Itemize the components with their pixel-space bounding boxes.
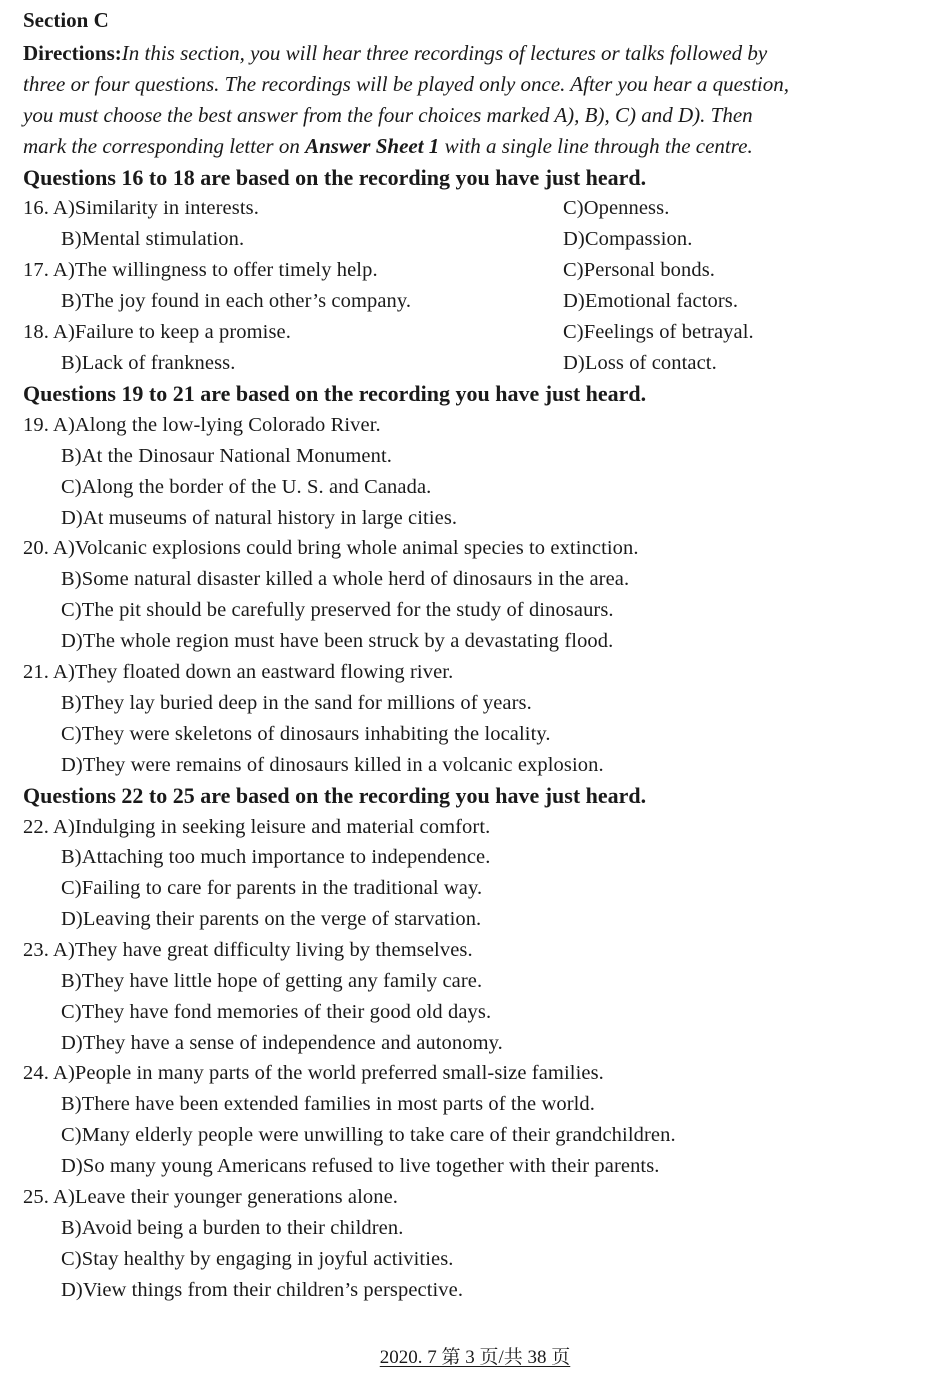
directions-line-3: you must choose the best answer from the four choices marked A), B), C) and D). Then: [23, 103, 753, 127]
question-number: 18.: [23, 321, 49, 343]
question-24-option-b[interactable]: B)There have been extended families in most parts of the world.: [61, 1093, 596, 1115]
question-19-option-c[interactable]: C)Along the border of the U. S. and Canada.: [61, 476, 432, 498]
directions-text-1: In this section, you will hear three recordings of lectures or talks followed by: [121, 41, 768, 65]
question-17-option-c[interactable]: C)Personal bonds.: [563, 259, 716, 281]
group-header: Questions 19 to 21 are based on the recording you have just heard.: [23, 381, 647, 406]
directions-label: Directions:: [23, 41, 122, 65]
question-19-option-b[interactable]: B)At the Dinosaur National Monument.: [61, 445, 392, 467]
question-20-option-c[interactable]: C)The pit should be carefully preserved for the study of dinosaurs.: [61, 599, 614, 621]
question-22-option-d[interactable]: D)Leaving their parents on the verge of starvation.: [61, 908, 482, 930]
question-20-option-a[interactable]: 20. A)Volcanic explosions could bring whole animal species to extinction.: [23, 537, 639, 559]
question-number: 17.: [23, 259, 49, 281]
question-25-option-a[interactable]: 25. A)Leave their younger generations alone.: [23, 1186, 399, 1208]
question-number: 16.: [23, 197, 49, 219]
question-21-option-a[interactable]: 21. A)They floated down an eastward flowing river.: [23, 661, 454, 683]
question-16-option-b[interactable]: B)Mental stimulation.: [61, 228, 245, 250]
question-21-option-c[interactable]: C)They were skeletons of dinosaurs inhabiting the locality.: [61, 723, 551, 745]
question-number: 19.: [23, 414, 49, 436]
question-number: 20.: [23, 537, 49, 559]
directions-line-2: three or four questions. The recordings will be played only once. After you hear a question,: [23, 72, 790, 96]
group-header: Questions 22 to 25 are based on the recording you have just heard.: [23, 783, 647, 808]
question-16-option-c[interactable]: C)Openness.: [563, 197, 670, 219]
question-22-option-a[interactable]: 22. A)Indulging in seeking leisure and material comfort.: [23, 816, 491, 838]
question-number: 22.: [23, 816, 49, 838]
group-header: Questions 16 to 18 are based on the recording you have just heard.: [23, 165, 647, 190]
question-25-option-b[interactable]: B)Avoid being a burden to their children.: [61, 1217, 404, 1239]
question-number: 21.: [23, 661, 49, 683]
question-23-option-d[interactable]: D)They have a sense of independence and autonomy.: [61, 1032, 503, 1054]
question-21-option-d[interactable]: D)They were remains of dinosaurs killed in a volcanic explosion.: [61, 754, 604, 776]
question-25-option-c[interactable]: C)Stay healthy by engaging in joyful activities.: [61, 1248, 454, 1270]
section-title: Section C: [23, 8, 109, 32]
directions-line-1: [23, 41, 767, 65]
directions-text-4b: with a single line through the centre.: [439, 134, 753, 158]
question-20-option-d[interactable]: D)The whole region must have been struck by a devastating flood.: [61, 630, 614, 652]
question-18-option-a[interactable]: 18. A)Failure to keep a promise.: [23, 321, 291, 343]
question-22-option-b[interactable]: B)Attaching too much importance to independence.: [61, 846, 491, 868]
question-23-option-b[interactable]: B)They have little hope of getting any family care.: [61, 970, 483, 992]
question-24-option-c[interactable]: C)Many elderly people were unwilling to take care of their grandchildren.: [61, 1124, 676, 1146]
question-24-option-a[interactable]: 24. A)People in many parts of the world preferred small-size families.: [23, 1062, 604, 1084]
question-23-option-c[interactable]: C)They have fond memories of their good old days.: [61, 1001, 492, 1023]
question-17-option-a[interactable]: 17. A)The willingness to offer timely help.: [23, 259, 378, 281]
question-23-option-a[interactable]: 23. A)They have great difficulty living by themselves.: [23, 939, 473, 961]
question-number: 25.: [23, 1186, 49, 1208]
question-16-option-d[interactable]: D)Compassion.: [563, 228, 693, 250]
question-19-option-a[interactable]: 19. A)Along the low-lying Colorado River.: [23, 414, 381, 436]
question-16-option-a[interactable]: 16. A)Similarity in interests.: [23, 197, 259, 219]
question-22-option-c[interactable]: C)Failing to care for parents in the traditional way.: [61, 877, 483, 899]
question-21-option-b[interactable]: B)They lay buried deep in the sand for millions of years.: [61, 692, 532, 714]
question-25-option-d[interactable]: D)View things from their children’s perspective.: [61, 1279, 464, 1301]
question-17-option-b[interactable]: B)The joy found in each other’s company.: [61, 290, 412, 312]
question-number: 23.: [23, 939, 49, 961]
answer-sheet-ref: Answer Sheet 1: [305, 134, 440, 158]
page-footer: [0, 1346, 950, 1370]
question-18-option-b[interactable]: B)Lack of frankness.: [61, 352, 236, 374]
question-19-option-d[interactable]: D)At museums of natural history in large cities.: [61, 507, 458, 529]
question-17-option-d[interactable]: D)Emotional factors.: [563, 290, 739, 312]
question-18-option-c[interactable]: C)Feelings of betrayal.: [563, 321, 754, 343]
question-18-option-d[interactable]: D)Loss of contact.: [563, 352, 717, 374]
directions-line-4: [23, 134, 753, 158]
page-number: 2020. 7 第 3 页/共 38 页: [379, 1347, 571, 1368]
question-20-option-b[interactable]: B)Some natural disaster killed a whole herd of dinosaurs in the area.: [61, 568, 630, 590]
question-24-option-d[interactable]: D)So many young Americans refused to live together with their parents.: [61, 1155, 660, 1177]
directions-text-4a: mark the corresponding letter on: [23, 134, 306, 158]
question-number: 24.: [23, 1062, 49, 1084]
